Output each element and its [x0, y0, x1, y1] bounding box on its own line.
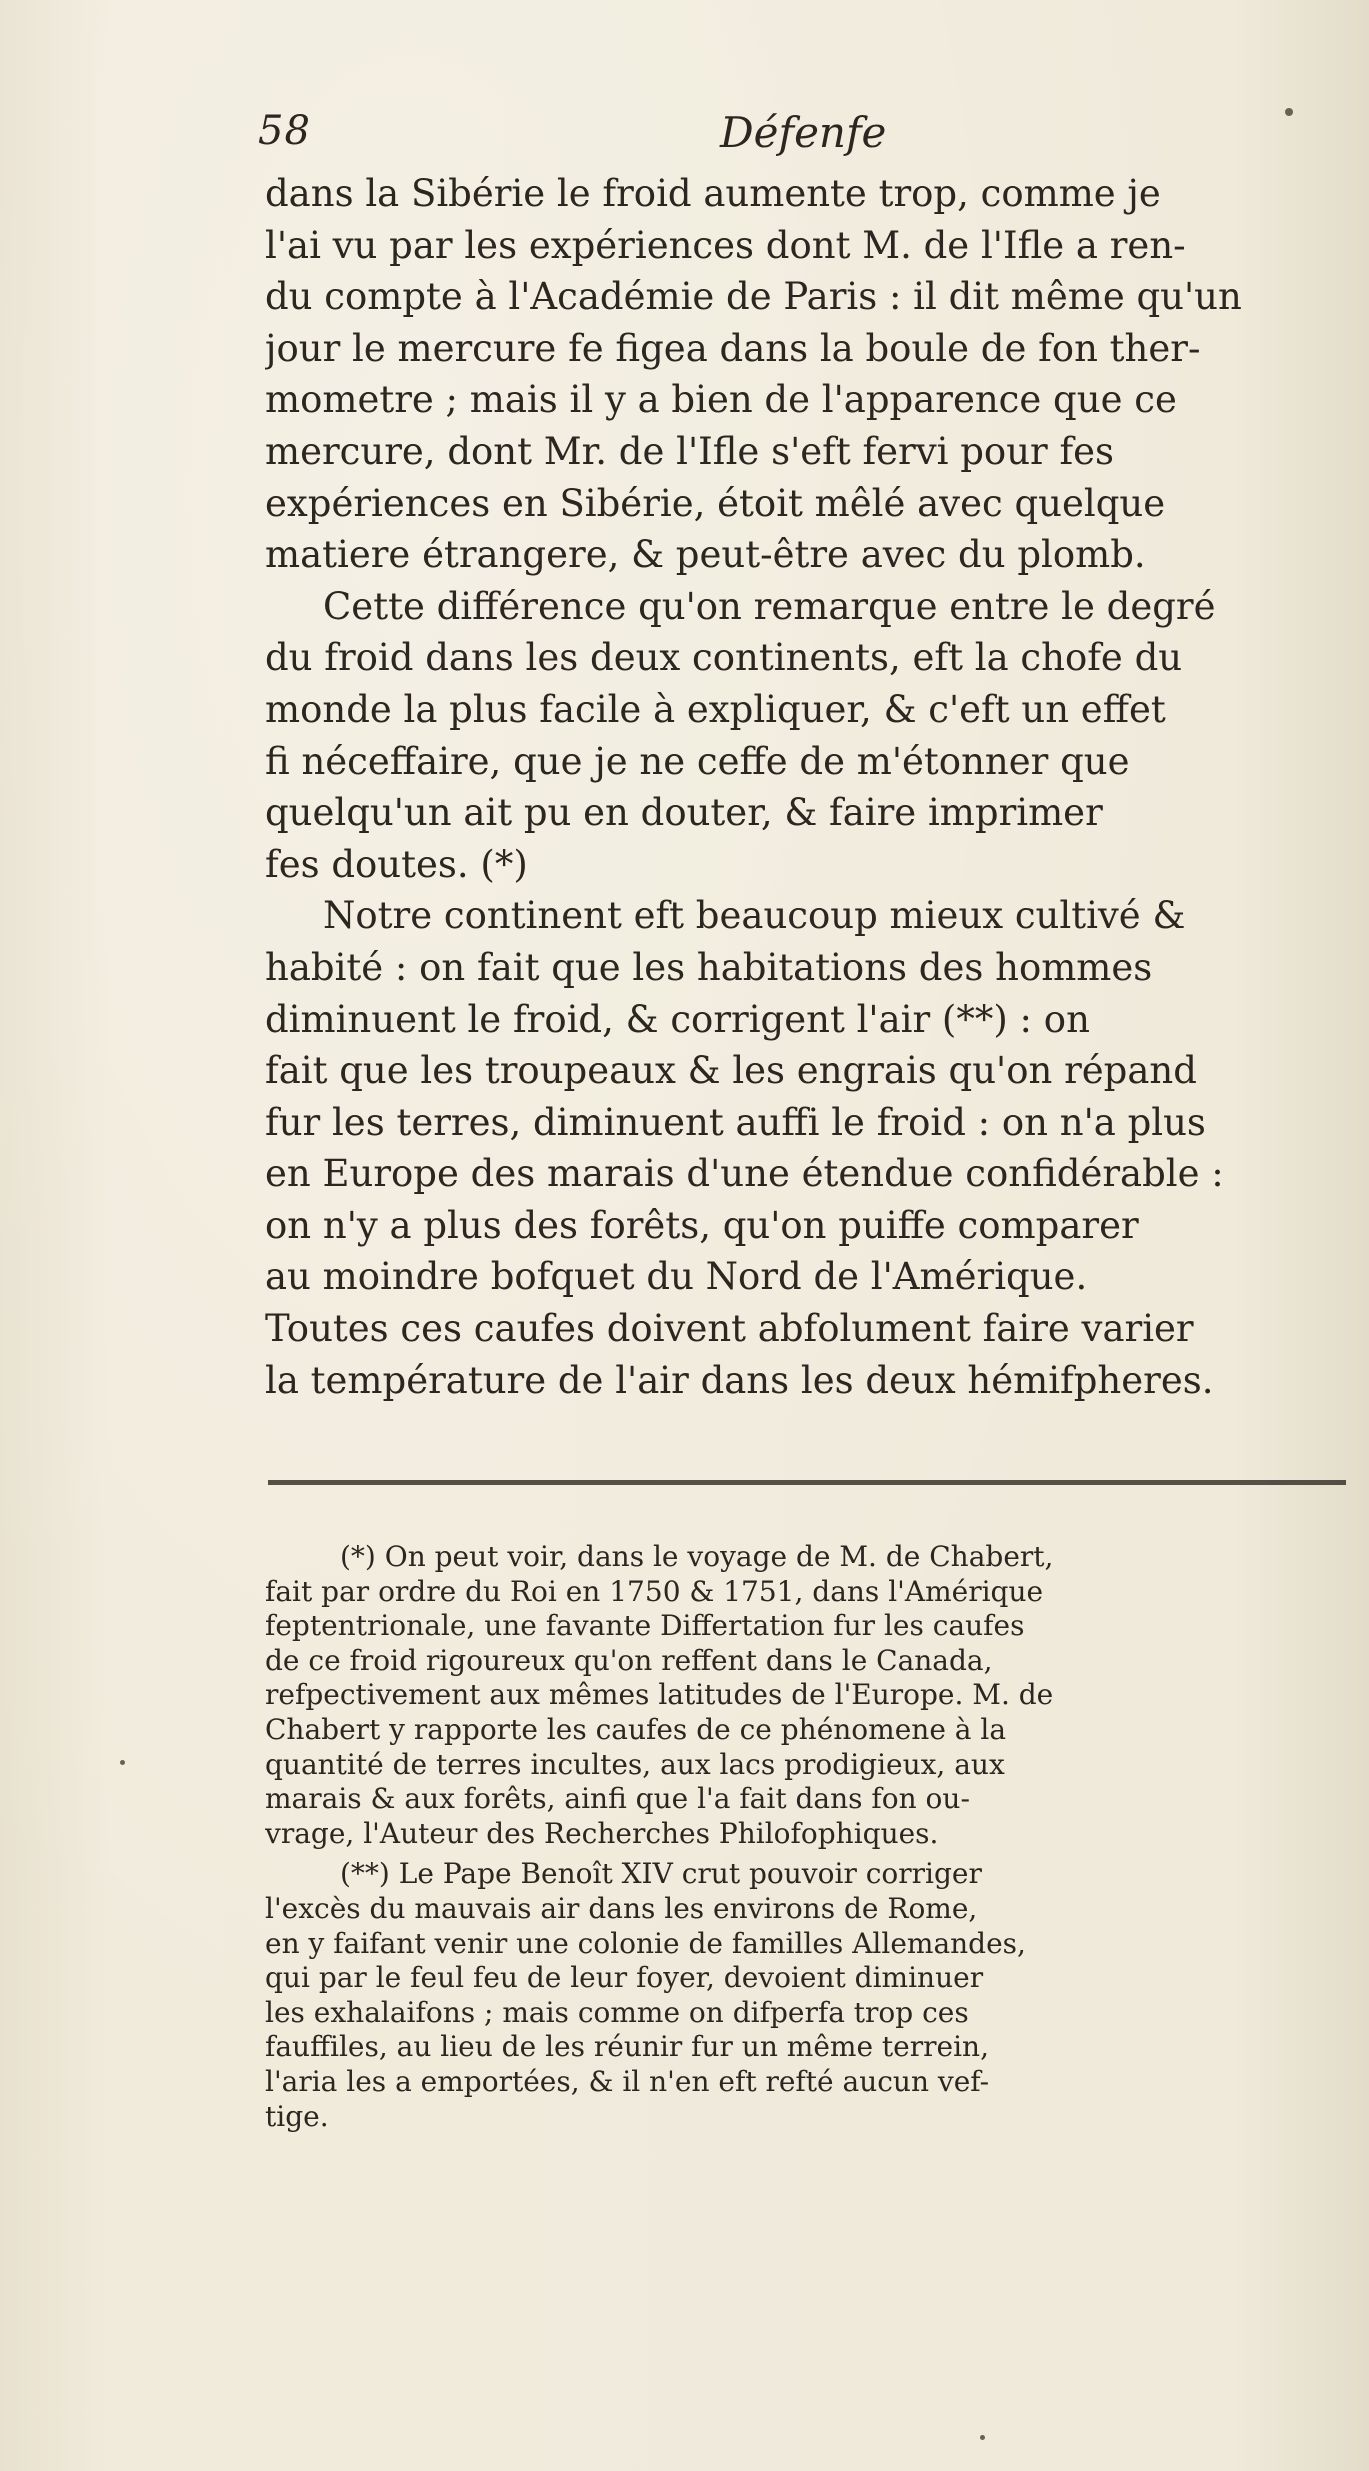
- footnote-2-line: les exhalaifons ; mais comme on difperfa trop ces: [265, 1995, 969, 2029]
- ink-spot: [1285, 108, 1293, 116]
- page-number: 58: [258, 108, 311, 154]
- text-line: monde la plus facile à expliquer, & c'eft un effet: [265, 687, 1166, 731]
- page-header: [250, 108, 1300, 168]
- text-line: dans la Sibérie le froid aumente trop, comme je: [265, 172, 1161, 215]
- footnote-2-line: (**) Le Pape Benoît XIV crut pouvoir corriger: [340, 1857, 982, 1891]
- text-line: fi néceffaire, que je ne ceffe de m'étonner que: [265, 739, 1130, 783]
- text-line: fes doutes. (*): [265, 842, 528, 886]
- running-head: Défenfe: [720, 108, 887, 157]
- footnote-1-line: Chabert y rapporte les caufes de ce phénomene à la: [265, 1712, 1007, 1746]
- footnotes-block: [265, 1540, 1350, 2134]
- paragraph-start-line: Cette différence qu'on remarque entre le degré: [323, 584, 1216, 628]
- footnote-2-line: en y faifant venir une colonie de familles Allemandes,: [265, 1926, 1026, 1960]
- text-line: l'ai vu par les expériences dont M. de l'Ifle a ren-: [265, 223, 1186, 267]
- ink-spot: [120, 1760, 125, 1765]
- footnote-divider: [268, 1480, 1346, 1485]
- text-line: matiere étrangere, & peut-être avec du plomb.: [265, 533, 1146, 577]
- footnote-1-line: marais & aux forêts, ainfi que l'a fait dans fon ou-: [265, 1782, 970, 1816]
- footnote-1-line: de ce froid rigoureux qu'on reffent dans le Canada,: [265, 1643, 993, 1677]
- text-line: on n'y a plus des forêts, qu'on puiffe comparer: [265, 1203, 1139, 1247]
- footnote-1-line: refpectivement aux mêmes latitudes de l'Europe. M. de: [265, 1678, 1054, 1712]
- footnote-1-line: quantité de terres incultes, aux lacs prodigieux, aux: [265, 1747, 1005, 1781]
- text-line: habité : on fait que les habitations des hommes: [265, 945, 1153, 989]
- text-line: expériences en Sibérie, étoit mêlé avec quelque: [265, 481, 1166, 525]
- footnote-1-line: feptentrionale, une favante Differtation fur les caufes: [265, 1609, 1025, 1643]
- footnote-2-line: tige.: [265, 2099, 329, 2133]
- text-line: jour le mercure fe figea dans la boule de fon ther-: [265, 326, 1201, 370]
- footnote-1-line: (*) On peut voir, dans le voyage de M. de Chabert,: [340, 1540, 1054, 1573]
- text-line: du froid dans les deux continents, eft la chofe du: [265, 636, 1183, 680]
- main-text-block: [265, 168, 1340, 1406]
- text-line: fur les terres, diminuent auffi le froid : on n'a plus: [265, 1100, 1206, 1144]
- footnote-1-line: fait par ordre du Roi en 1750 & 1751, dans l'Amérique: [265, 1574, 1044, 1608]
- text-line: Toutes ces caufes doivent abfolument faire varier: [265, 1307, 1194, 1351]
- text-line: en Europe des marais d'une étendue confidérable :: [265, 1152, 1224, 1196]
- text-line: au moindre bofquet du Nord de l'Amérique.: [265, 1255, 1088, 1299]
- footnote-2-line: l'excès du mauvais air dans les environs de Rome,: [265, 1891, 978, 1925]
- text-line: quelqu'un ait pu en douter, & faire imprimer: [265, 791, 1103, 835]
- ink-spot: [980, 2435, 985, 2440]
- text-line: la température de l'air dans les deux hémifpheres.: [265, 1358, 1214, 1402]
- text-line: du compte à l'Académie de Paris : il dit même qu'un: [265, 275, 1242, 319]
- text-line: mercure, dont Mr. de l'Ifle s'eft fervi pour fes: [265, 429, 1115, 473]
- paragraph-start-line: Notre continent eft beaucoup mieux cultivé &: [323, 894, 1186, 938]
- text-line: diminuent le froid, & corrigent l'air (**) : on: [265, 997, 1090, 1041]
- footnote-2-line: l'aria les a emportées, & il n'en eft refté aucun vef-: [265, 2064, 990, 2098]
- footnote-1-line: vrage, l'Auteur des Recherches Philofophiques.: [265, 1816, 939, 1850]
- footnote-2-line: fauffiles, au lieu de les réunir fur un même terrein,: [265, 2030, 989, 2064]
- footnote-2-line: qui par le feul feu de leur foyer, devoient diminuer: [265, 1961, 984, 1995]
- text-line: fait que les troupeaux & les engrais qu'on répand: [265, 1049, 1197, 1093]
- text-line: mometre ; mais il y a bien de l'apparence que ce: [265, 378, 1177, 422]
